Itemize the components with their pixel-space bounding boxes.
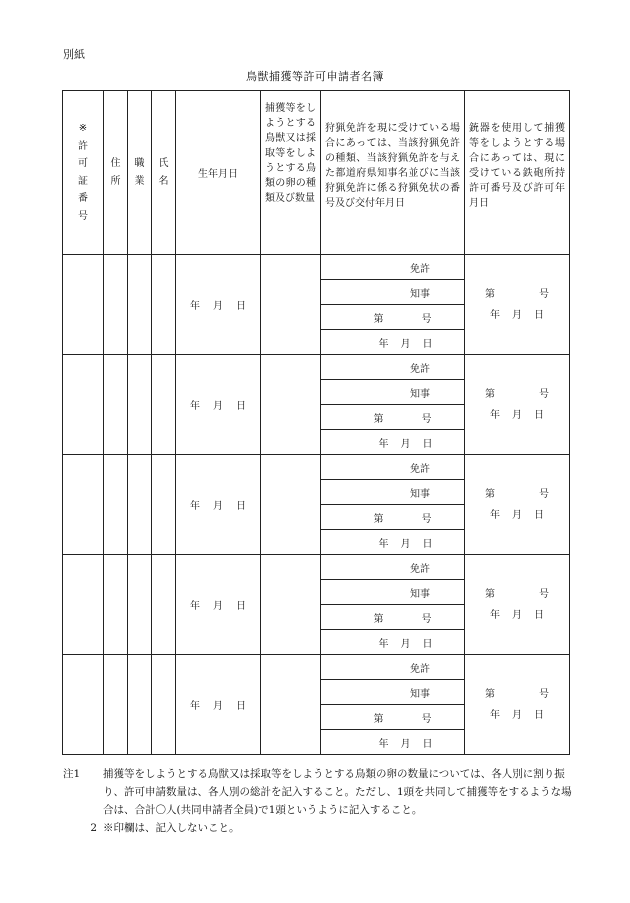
address-cell[interactable]: [104, 255, 128, 355]
notes: [63, 766, 573, 837]
label-part: 年: [490, 609, 500, 621]
table-row: [63, 455, 570, 480]
label-part: 第: [373, 613, 384, 625]
hunting-license-cell[interactable]: 免許: [321, 455, 465, 480]
table-row: [63, 555, 570, 580]
attachment-label: 別紙: [63, 48, 85, 61]
label-part: 月: [512, 509, 522, 521]
label-part: 第: [373, 313, 384, 325]
birthdate-cell[interactable]: [176, 255, 261, 355]
hunting-license-cell[interactable]: [321, 730, 465, 755]
label-part: 号: [539, 288, 549, 300]
label-part: 第: [485, 588, 495, 600]
label-part: 日: [422, 638, 433, 650]
applicant-register-table: [62, 90, 570, 755]
label-part: 年: [378, 638, 389, 650]
note-text: 捕獲等をしようとする鳥獣又は採取等をしようとする鳥類の卵の数量については、各人別に割り振り、許可申請数量は、各人別の総計を記入すること。ただし、1頭を共同して捕獲等をするような場合は、合計〇人(共同申請者全員)で1頭というように記入すること。: [103, 768, 572, 816]
table-row: [63, 655, 570, 680]
address-char: 所: [110, 175, 121, 187]
address-cell[interactable]: [104, 655, 128, 755]
firearm-cell[interactable]: [465, 655, 570, 755]
hunting-license-cell[interactable]: 知事: [321, 280, 465, 305]
label-part: 月: [512, 409, 522, 421]
label-part: 月: [512, 709, 522, 721]
occupation-cell[interactable]: [128, 255, 152, 355]
name-cell[interactable]: [152, 355, 176, 455]
label-part: 日: [422, 438, 433, 450]
hunting-license-cell[interactable]: [321, 430, 465, 455]
address-cell[interactable]: [104, 555, 128, 655]
label-part: 月: [400, 738, 411, 750]
label-part: 日: [534, 309, 544, 321]
label-part: 月: [400, 638, 411, 650]
note-number: 2: [90, 821, 97, 834]
label-part: 日: [236, 501, 246, 512]
label-part: 年: [490, 309, 500, 321]
firearm-cell[interactable]: [465, 255, 570, 355]
label-part: 月: [213, 401, 223, 412]
address-cell[interactable]: [104, 455, 128, 555]
label-part: 号: [421, 413, 432, 425]
permit_no-char: ※: [78, 123, 88, 134]
hunting-license-cell[interactable]: 免許: [321, 255, 465, 280]
col-occupation: [128, 91, 152, 255]
label-part: 第: [373, 513, 384, 525]
birthdate-cell[interactable]: [176, 555, 261, 655]
name-cell[interactable]: [152, 655, 176, 755]
label-part: 月: [213, 501, 223, 512]
hunting-license-cell[interactable]: [321, 530, 465, 555]
permit-no-cell[interactable]: [63, 555, 104, 655]
species-cell[interactable]: [261, 555, 321, 655]
col-name: [152, 91, 176, 255]
hunting-license-cell[interactable]: 知事: [321, 480, 465, 505]
label-part: 月: [400, 538, 411, 550]
hunting-license-cell[interactable]: [321, 605, 465, 630]
col-address: [104, 91, 128, 255]
col-hunting-license: 狩猟免許を現に受けている場合にあっては、当該狩猟免許の種類、当該狩猟免許を与えた都道府県知事名並びに当該狩猟免許に係る狩猟免状の番号及び交付年月日: [321, 91, 465, 255]
label-part: 日: [236, 601, 246, 612]
hunting-license-cell[interactable]: [321, 330, 465, 355]
label-part: 号: [421, 713, 432, 725]
label-part: 年: [190, 301, 200, 312]
permit-no-cell[interactable]: [63, 655, 104, 755]
birthdate-cell[interactable]: [176, 455, 261, 555]
label-part: 年: [190, 401, 200, 412]
species-cell[interactable]: [261, 455, 321, 555]
label-part: 年: [190, 701, 200, 712]
name-cell[interactable]: [152, 255, 176, 355]
label-part: 号: [421, 313, 432, 325]
label-part: 号: [421, 513, 432, 525]
label-part: 号: [539, 588, 549, 600]
page-title: 鳥獣捕獲等許可申請者名簿: [246, 70, 384, 83]
name-char: 氏: [158, 158, 169, 169]
label-part: 第: [485, 488, 495, 500]
permit_no-char: 許: [78, 140, 88, 152]
firearm-cell[interactable]: [465, 455, 570, 555]
label-part: 号: [539, 688, 549, 700]
label-part: 日: [236, 301, 246, 312]
label-part: 号: [421, 613, 432, 625]
permit-no-cell[interactable]: [63, 455, 104, 555]
species-cell[interactable]: [261, 355, 321, 455]
label-part: 第: [373, 713, 384, 725]
hunting-license-cell[interactable]: 知事: [321, 380, 465, 405]
label-part: 月: [400, 338, 411, 350]
hunting-license-cell[interactable]: [321, 505, 465, 530]
name-cell[interactable]: [152, 555, 176, 655]
note-item: [63, 766, 573, 820]
occupation-cell[interactable]: [128, 655, 152, 755]
label-part: 月: [512, 609, 522, 621]
label-part: 月: [400, 438, 411, 450]
header-row: [63, 91, 570, 255]
label-part: 年: [490, 509, 500, 521]
occupation-char: 業: [134, 175, 145, 187]
species-cell[interactable]: [261, 655, 321, 755]
hunting-license-cell[interactable]: 知事: [321, 580, 465, 605]
label-part: 第: [485, 288, 495, 300]
note-text: ※印欄は、記入しないこと。: [103, 821, 240, 834]
hunting-license-cell[interactable]: [321, 630, 465, 655]
occupation-cell[interactable]: [128, 455, 152, 555]
name-char: 名: [158, 175, 169, 187]
firearm-cell[interactable]: [465, 355, 570, 455]
label-part: 号: [539, 488, 549, 500]
label-part: 年: [378, 538, 389, 550]
label-part: 月: [213, 701, 223, 712]
col-species: 捕獲等をしようとする鳥獣又は採取等をしようとする鳥類の卵の種類及び数量: [261, 91, 321, 255]
hunting-license-cell[interactable]: 免許: [321, 555, 465, 580]
hunting-license-cell[interactable]: [321, 305, 465, 330]
label-part: 年: [490, 709, 500, 721]
col-birthdate: 生年月日: [176, 91, 261, 255]
occupation-cell[interactable]: [128, 555, 152, 655]
address-cell[interactable]: [104, 355, 128, 455]
label-part: 第: [373, 413, 384, 425]
label-part: 号: [539, 388, 549, 400]
label-part: 第: [485, 388, 495, 400]
occupation-cell[interactable]: [128, 355, 152, 455]
permit-no-cell[interactable]: [63, 355, 104, 455]
hunting-license-cell[interactable]: [321, 705, 465, 730]
label-part: 日: [534, 509, 544, 521]
occupation-char: 職: [134, 158, 145, 169]
permit_no-char: 可: [78, 158, 88, 169]
table-row: [63, 255, 570, 280]
label-part: 日: [422, 738, 433, 750]
label-part: 日: [534, 709, 544, 721]
hunting-license-cell[interactable]: 知事: [321, 680, 465, 705]
label-part: 月: [213, 301, 223, 312]
firearm-cell[interactable]: [465, 555, 570, 655]
hunting-license-cell[interactable]: [321, 405, 465, 430]
label-part: 日: [534, 609, 544, 621]
col-permit-no: [63, 91, 104, 255]
note-number: 注1: [63, 768, 81, 780]
birthdate-cell[interactable]: [176, 355, 261, 455]
permit-no-cell[interactable]: [63, 255, 104, 355]
label-part: 第: [485, 688, 495, 700]
hunting-license-cell[interactable]: 免許: [321, 355, 465, 380]
col-firearm: 銃器を使用して捕獲等をしようとする場合にあっては、現に受けている鉄砲所持許可番号及び許可年月日: [465, 91, 570, 255]
permit_no-char: 番: [78, 193, 88, 204]
label-part: 日: [236, 701, 246, 712]
label-part: 年: [378, 338, 389, 350]
permit_no-char: 号: [78, 210, 88, 222]
note-item: [63, 820, 573, 838]
label-part: 年: [490, 409, 500, 421]
label-part: 年: [378, 738, 389, 750]
hunting-license-cell[interactable]: 免許: [321, 655, 465, 680]
permit_no-char: 証: [78, 175, 88, 187]
label-part: 日: [534, 409, 544, 421]
label-part: 月: [213, 601, 223, 612]
species-cell[interactable]: [261, 255, 321, 355]
label-part: 日: [236, 401, 246, 412]
label-part: 月: [512, 309, 522, 321]
label-part: 年: [190, 601, 200, 612]
name-cell[interactable]: [152, 455, 176, 555]
label-part: 日: [422, 338, 433, 350]
label-part: 年: [378, 438, 389, 450]
label-part: 年: [190, 501, 200, 512]
address-char: 住: [110, 158, 121, 169]
table-row: [63, 355, 570, 380]
label-part: 日: [422, 538, 433, 550]
birthdate-cell[interactable]: [176, 655, 261, 755]
